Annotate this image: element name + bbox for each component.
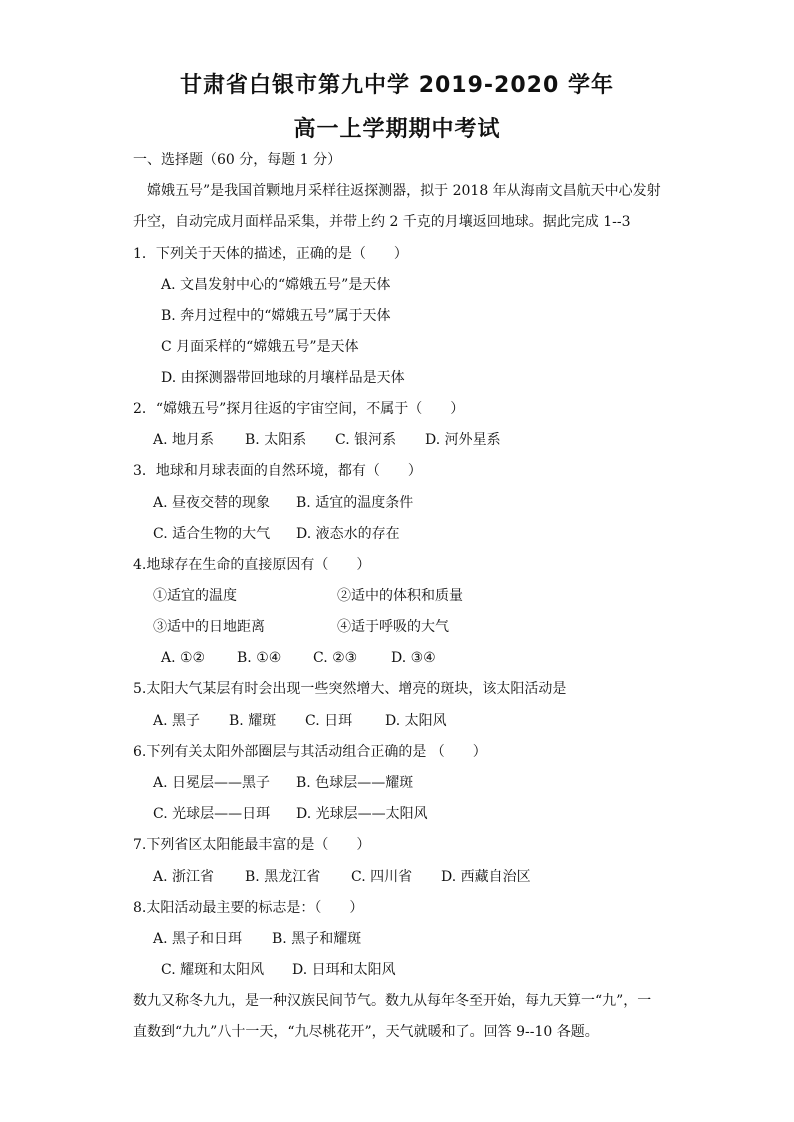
exam-title-line1: 甘肃省白银市第九中学 2019-2020 学年	[180, 73, 614, 98]
question-5-option-b: B. 耀斑	[229, 713, 277, 729]
question-4-option-d: D. ③④	[391, 650, 436, 666]
question-1-stem: 1．下列关于天体的描述，正确的是（ ）	[133, 246, 408, 262]
question-5-option-d: D. 太阳风	[385, 713, 447, 729]
question-7-option-d: D. 西藏自治区	[441, 869, 531, 885]
question-1-option-b: B. 奔月过程中的“嫦娥五号”属于天体	[161, 308, 391, 324]
intro-passage-line2: 升空，自动完成月面样品采集，并带上约 2 千克的月壤返回地球。据此完成 1--3	[133, 214, 631, 230]
question-2-option-a: A. 地月系	[153, 432, 215, 448]
question-1-option-c: C 月面采样的“嫦娥五号”是天体	[161, 339, 359, 355]
question-3-option-a: A. 昼夜交替的现象	[153, 495, 271, 511]
question-6-option-b: B. 色球层——耀斑	[296, 775, 414, 791]
question-4-statement-4: ④适于呼吸的大气	[337, 619, 449, 635]
question-4-option-b: B. ①④	[237, 650, 282, 666]
question-2-option-b: B. 太阳系	[245, 432, 307, 448]
question-5-stem: 5.太阳大气某层有时会出现一些突然增大、增亮的斑块，该太阳活动是	[133, 681, 567, 697]
exam-title-line2: 高一上学期期中考试	[293, 117, 501, 142]
question-7-stem: 7.下列省区太阳能最丰富的是（ ）	[133, 837, 371, 853]
question-2-stem: 2．“嫦娥五号”探月往返的宇宙空间，不属于（ ）	[133, 401, 465, 417]
question-8-option-a: A. 黑子和日珥	[153, 931, 243, 947]
question-4-statement-3: ③适中的日地距离	[153, 619, 265, 635]
question-3-option-d: D. 液态水的存在	[296, 526, 400, 542]
question-4-option-c: C. ②③	[313, 650, 358, 666]
question-4-statement-1: ①适宜的温度	[153, 588, 237, 604]
passage-2-line2: 直数到“九九”八十一天，“九尽桃花开”，天气就暖和了。回答 9--10 各题。	[133, 1024, 599, 1040]
question-2-option-d: D. 河外星系	[425, 432, 501, 448]
question-5-option-c: C. 日珥	[305, 713, 353, 729]
question-7-option-b: B. 黑龙江省	[245, 869, 321, 885]
question-8-option-c: C. 耀斑和太阳风	[161, 962, 265, 978]
question-1-option-d: D. 由探测器带回地球的月壤样品是天体	[161, 370, 405, 386]
question-2-option-c: C. 银河系	[335, 432, 397, 448]
question-3-option-b: B. 适宜的温度条件	[296, 495, 414, 511]
question-7-option-c: C. 四川省	[351, 869, 413, 885]
question-6-option-c: C. 光球层——日珥	[153, 806, 271, 822]
question-3-option-c: C. 适合生物的大气	[153, 526, 271, 542]
question-7-option-a: A. 浙江省	[153, 869, 215, 885]
section-heading: 一、选择题（60 分，每题 1 分）	[133, 152, 342, 168]
question-4-option-a: A. ①②	[161, 650, 206, 666]
question-4-statement-2: ②适中的体积和质量	[337, 588, 463, 604]
question-5-option-a: A. 黑子	[153, 713, 201, 729]
question-8-option-b: B. 黑子和耀斑	[272, 931, 362, 947]
question-1-option-a: A. 文昌发射中心的“嫦娥五号”是天体	[161, 277, 391, 293]
passage-2-line1: 数九又称冬九九，是一种汉族民间节气。数九从每年冬至开始，每九天算一“九”，一	[133, 993, 652, 1009]
question-6-option-a: A. 日冕层——黑子	[153, 775, 271, 791]
question-3-stem: 3．地球和月球表面的自然环境，都有（ ）	[133, 463, 422, 479]
question-4-stem: 4.地球存在生命的直接原因有（ ）	[133, 557, 371, 573]
question-8-option-d: D. 日珥和太阳风	[292, 962, 396, 978]
question-6-option-d: D. 光球层——太阳风	[296, 806, 428, 822]
intro-passage-line1: 嫦娥五号”是我国首颗地月采样往返探测器，拟于 2018 年从海南文昌航天中心发射	[147, 183, 661, 199]
question-6-stem: 6.下列有关太阳外部圈层与其活动组合正确的是 （ ）	[133, 744, 487, 760]
question-8-stem: 8.太阳活动最主要的标志是：（ ）	[133, 900, 364, 916]
